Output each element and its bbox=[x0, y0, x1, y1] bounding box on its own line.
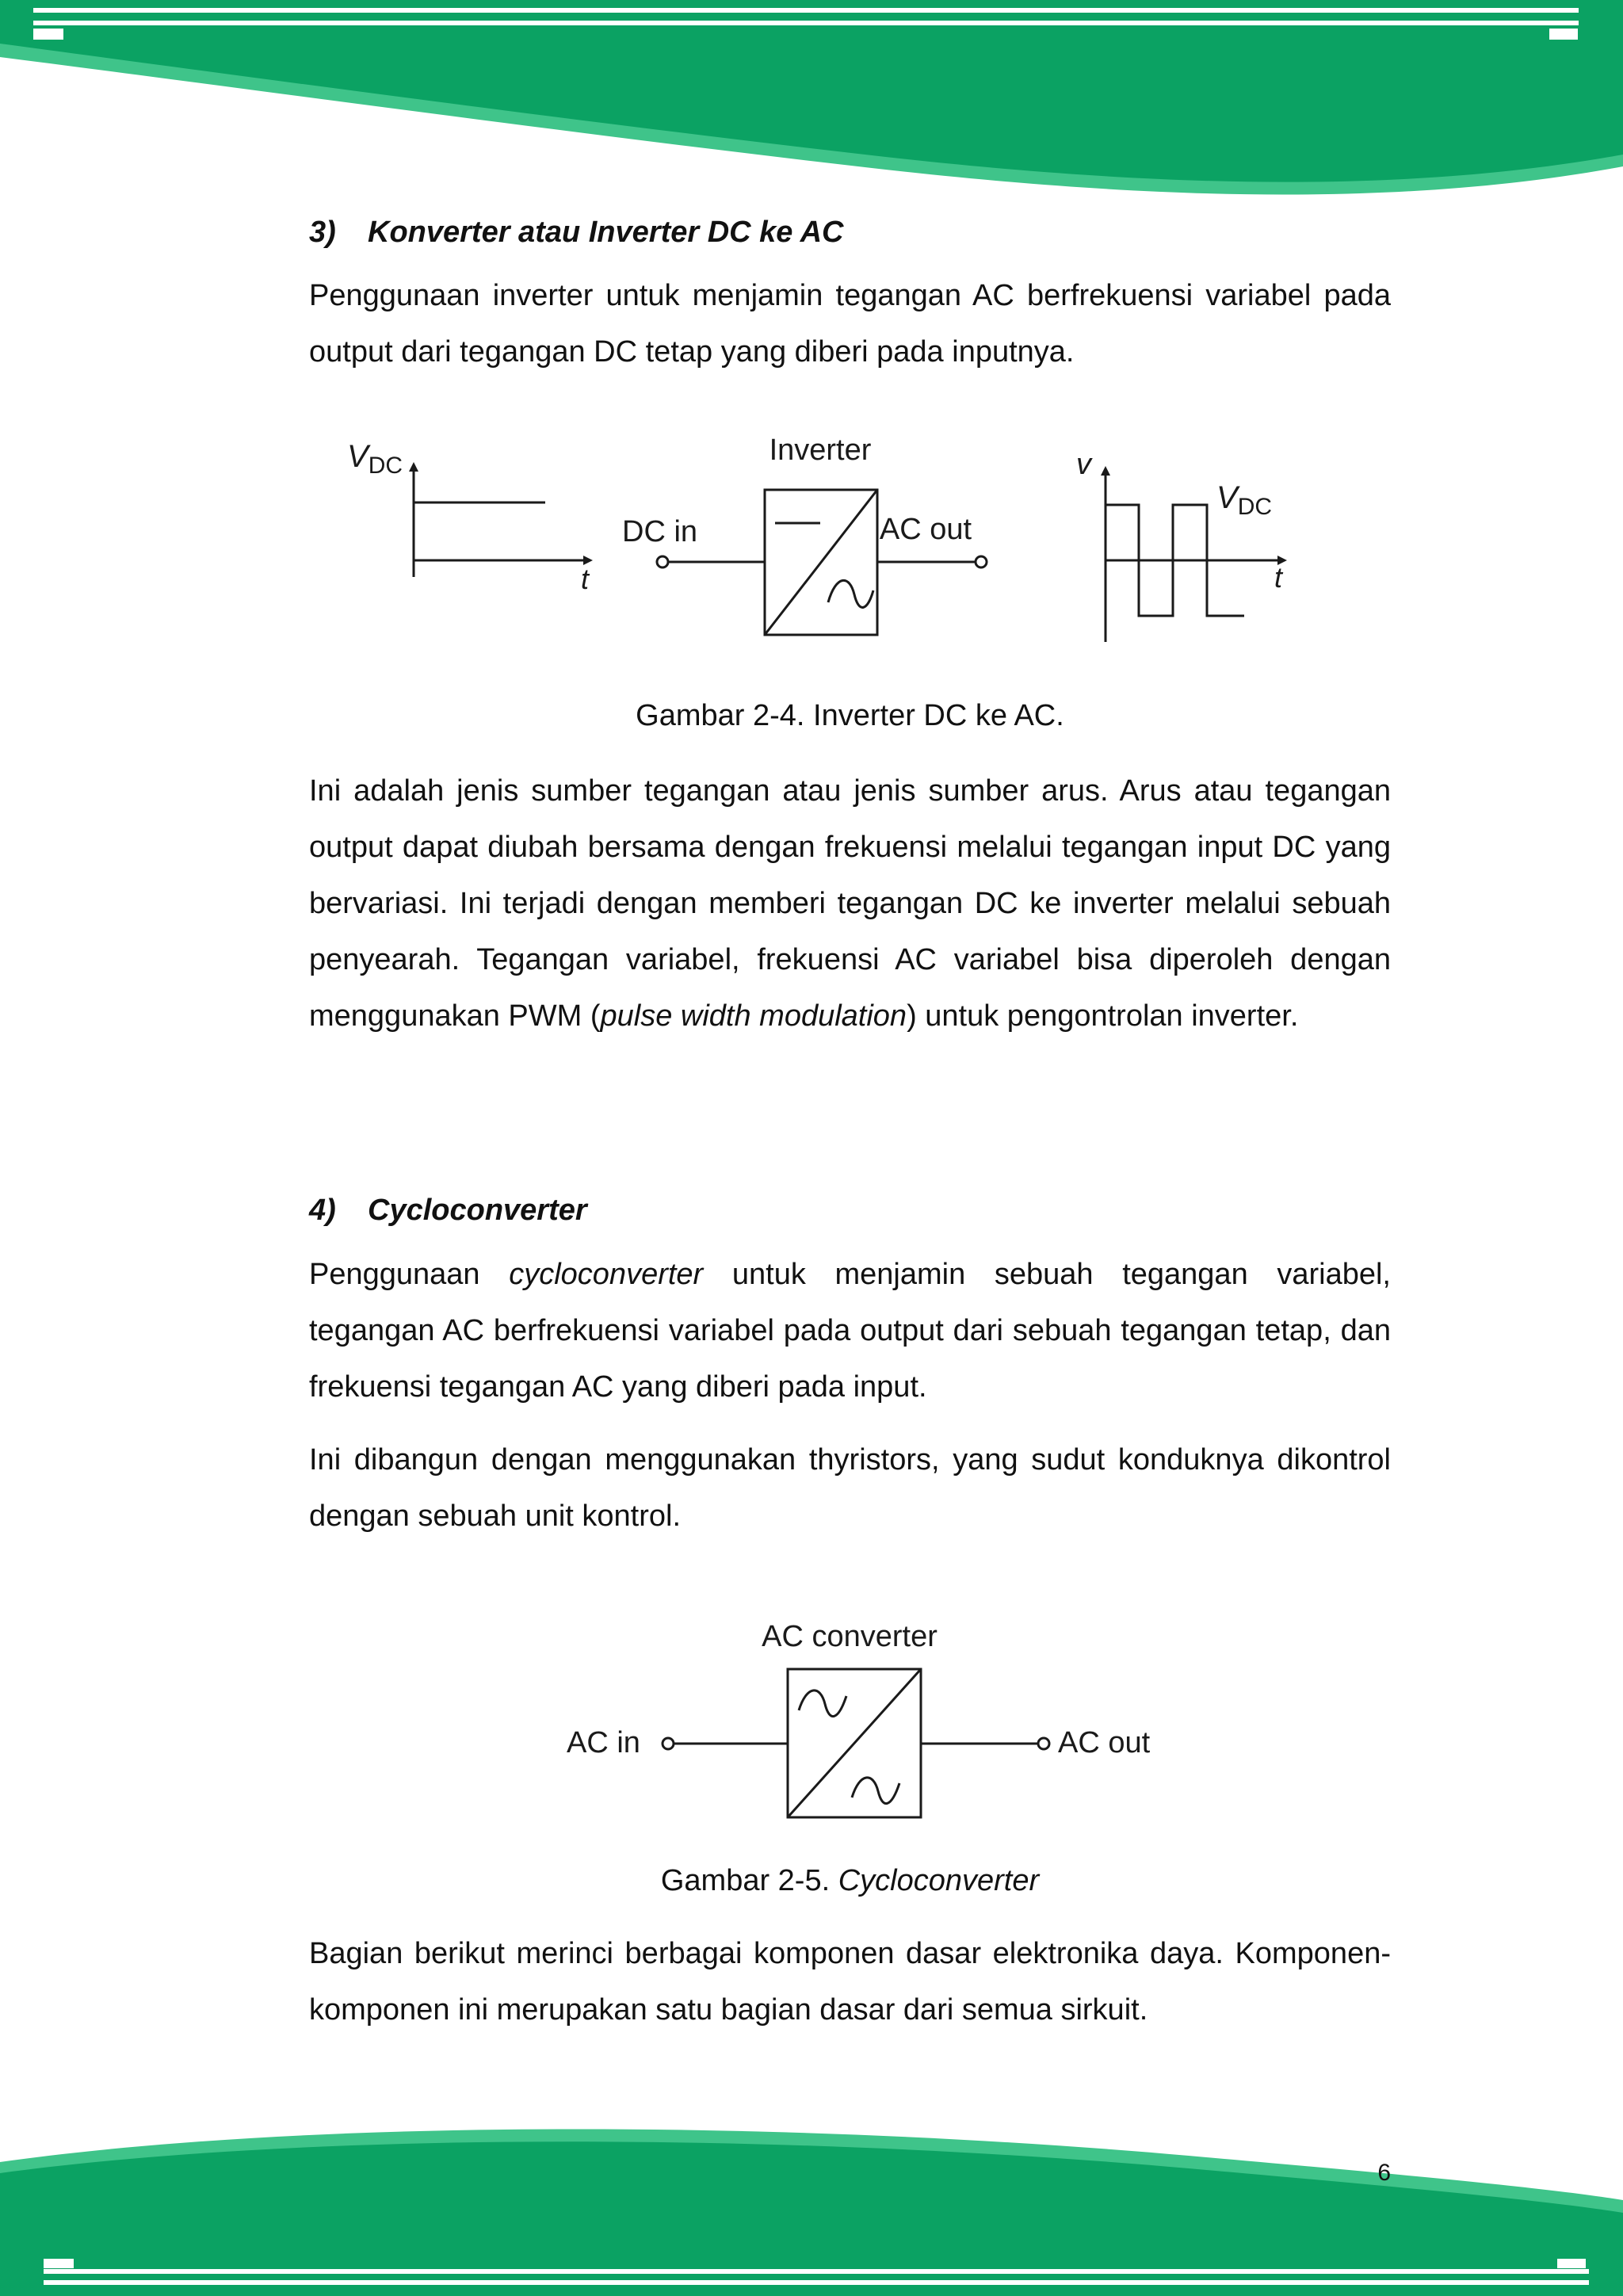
inverter-block bbox=[765, 490, 877, 635]
figure-caption bbox=[309, 1862, 1391, 1899]
figure-caption: Gambar 2-4. Inverter DC ke AC. bbox=[636, 699, 1064, 732]
footer-decoration bbox=[0, 2124, 1623, 2296]
section-3-heading bbox=[309, 214, 843, 250]
terminal-ac-in bbox=[663, 1738, 674, 1749]
block-title-inverter: Inverter bbox=[769, 434, 872, 467]
ac-out-label: AC out bbox=[1058, 1726, 1151, 1759]
axis-label-t: t bbox=[1274, 561, 1283, 594]
paragraph bbox=[309, 763, 1391, 1045]
caption-italic: Cycloconverter bbox=[838, 1864, 1040, 1897]
page-number: 6 bbox=[1377, 2160, 1391, 2186]
ac-in-label: AC in bbox=[567, 1726, 640, 1759]
axis-label-vdc: $V_{DC}$ bbox=[347, 439, 403, 479]
block-title-ac-converter: AC converter bbox=[762, 1620, 938, 1653]
figure-cycloconverter-diagram bbox=[555, 1609, 1173, 1831]
dc-in-label: DC in bbox=[622, 515, 698, 548]
terminal-ac-out bbox=[1038, 1738, 1049, 1749]
paragraph: Ini dibangun dengan menggunakan thyristors, yang sudut konduknya dikontrol dengan sebuah unit kontrol. bbox=[309, 1443, 1391, 1533]
ac-converter-block bbox=[788, 1669, 921, 1817]
label-vdc: $V_{DC}$ bbox=[1216, 480, 1273, 520]
arrow-up-icon bbox=[1101, 466, 1110, 476]
caption-text: Gambar 2-5. bbox=[660, 1864, 838, 1897]
paragraph-italic: cycloconverter bbox=[509, 1258, 704, 1291]
dc-graph bbox=[414, 468, 588, 577]
terminal-ac-out bbox=[976, 556, 987, 567]
axis-label-v: v bbox=[1076, 448, 1091, 481]
figure-inverter-diagram bbox=[317, 432, 1316, 658]
section-4-heading bbox=[309, 1192, 587, 1228]
paragraph-text: Penggunaan bbox=[309, 1258, 510, 1291]
section-title: Cycloconverter bbox=[368, 1194, 587, 1227]
paragraph: Penggunaan inverter untuk menjamin tegangan AC berfrekuensi variabel pada output dari tegangan DC tetap yang diberi pada inputnya. bbox=[309, 279, 1391, 369]
terminal-dc-in bbox=[657, 556, 668, 567]
section-number: 3) bbox=[309, 216, 336, 249]
arrow-up-icon bbox=[409, 462, 418, 472]
paragraph bbox=[309, 1247, 1391, 1415]
paragraph-text: ) untuk pengontrolan inverter. bbox=[907, 999, 1299, 1033]
header-decoration bbox=[0, 0, 1623, 214]
section-number: 4) bbox=[309, 1194, 336, 1227]
section-title: Konverter atau Inverter DC ke AC bbox=[368, 216, 844, 249]
paragraph: Bagian berikut merinci berbagai komponen dasar elektronika daya. Komponen-komponen ini merupakan satu bagian dasar dari semua sirkuit. bbox=[309, 1937, 1391, 2027]
ac-out-label: AC out bbox=[879, 513, 972, 546]
paragraph-italic: pulse width modulation bbox=[600, 999, 907, 1033]
paragraph-text: Ini adalah jenis sumber tegangan atau jenis sumber arus. Arus atau tegangan output dapat diubah bersama dengan frekuensi melalui tegangan input DC yang bervariasi. Ini terjadi dengan memberi tegangan DC ke inverter melalui sebuah penyearah. Tegangan variabel, frekuensi AC variabel bisa diperoleh dengan menggunakan PWM ( bbox=[309, 774, 1391, 1033]
axis-label-t: t bbox=[581, 563, 590, 595]
paragraph-text: untuk menjamin sebuah tegangan variabel, tegangan AC berfrekuensi variabel pada output dari sebuah tegangan tetap, dan frekuensi tegangan AC yang diberi pada input. bbox=[309, 1258, 1391, 1404]
